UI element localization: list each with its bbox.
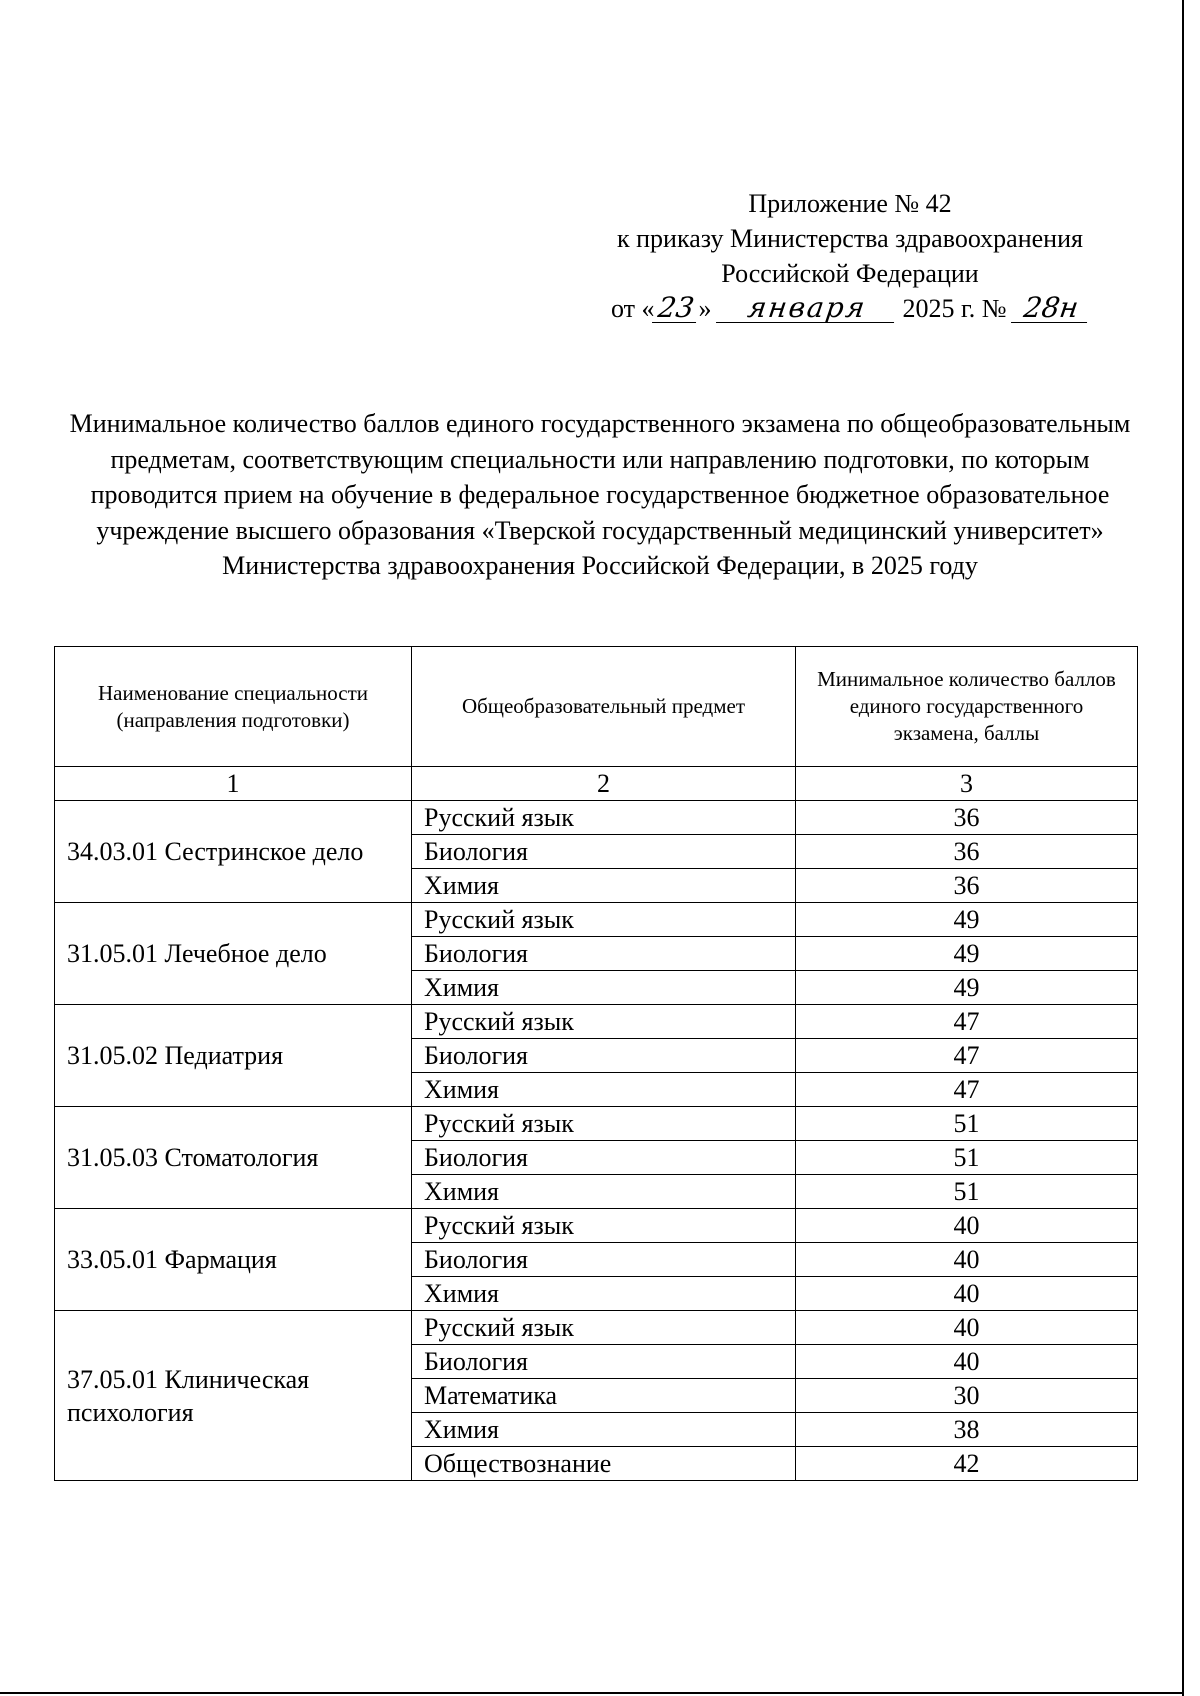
- subject-cell: Биология: [412, 1141, 796, 1175]
- score-cell: 49: [796, 903, 1138, 937]
- page-border-bottom: [0, 1692, 1184, 1694]
- score-cell: 51: [796, 1175, 1138, 1209]
- subject-cell: Обществознание: [412, 1447, 796, 1481]
- score-cell: 49: [796, 937, 1138, 971]
- annex-date-line: [560, 291, 1140, 326]
- subject-cell: Русский язык: [412, 1209, 796, 1243]
- score-cell: 38: [796, 1413, 1138, 1447]
- document-title: Минимальное количество баллов единого государственного экзамена по общеобразовательным предметам, соответствующим специальности или направлению подготовки, по которым проводится прием на обучение в федеральное государственное бюджетное образовательное учреждение высшего образования «Тверской государственный медицинский университет» Министерства здравоохранения Российской Федерации, в 2025 году: [69, 409, 1131, 580]
- subject-cell: Русский язык: [412, 1005, 796, 1039]
- subject-cell: Математика: [412, 1379, 796, 1413]
- page-border-right: [1182, 0, 1184, 1696]
- subject-cell: Химия: [412, 1277, 796, 1311]
- score-cell: 40: [796, 1345, 1138, 1379]
- table-row: [55, 1107, 1138, 1141]
- table-row: [55, 1311, 1138, 1345]
- score-cell: 51: [796, 1107, 1138, 1141]
- subject-cell: Биология: [412, 1243, 796, 1277]
- header-subject: Общеобразовательный предмет: [412, 647, 796, 767]
- subject-cell: Химия: [412, 1175, 796, 1209]
- score-cell: 49: [796, 971, 1138, 1005]
- table-row: [55, 1005, 1138, 1039]
- subject-cell: Русский язык: [412, 903, 796, 937]
- score-cell: 36: [796, 835, 1138, 869]
- subject-cell: Русский язык: [412, 801, 796, 835]
- annex-order-ref: к приказу Министерства здравоохранения: [617, 224, 1083, 253]
- handwritten-month: января: [716, 294, 898, 323]
- annex-ministry: Российской Федерации: [721, 259, 979, 288]
- specialty-cell: 31.05.01 Лечебное дело: [55, 903, 412, 1005]
- score-cell: 42: [796, 1447, 1138, 1481]
- subject-cell: Химия: [412, 1413, 796, 1447]
- date-prefix: от «: [610, 294, 655, 323]
- subject-cell: Русский язык: [412, 1311, 796, 1345]
- table-row: [55, 1209, 1138, 1243]
- column-number: 1: [55, 767, 412, 801]
- score-cell: 40: [796, 1209, 1138, 1243]
- table-header-row: [55, 647, 1138, 767]
- score-cell: 36: [796, 801, 1138, 835]
- scores-table: [54, 646, 1138, 1481]
- date-mid: »: [698, 294, 712, 323]
- score-cell: 36: [796, 869, 1138, 903]
- score-cell: 40: [796, 1311, 1138, 1345]
- handwritten-order-number: 28н: [1011, 294, 1091, 323]
- subject-cell: Химия: [412, 1073, 796, 1107]
- score-cell: 47: [796, 1039, 1138, 1073]
- specialty-cell: 31.05.03 Стоматология: [55, 1107, 412, 1209]
- annex-number: Приложение № 42: [748, 189, 952, 218]
- score-cell: 30: [796, 1379, 1138, 1413]
- table-row: [55, 801, 1138, 835]
- subject-cell: Биология: [412, 835, 796, 869]
- date-year: 2025 г. №: [902, 294, 1007, 323]
- subject-cell: Химия: [412, 971, 796, 1005]
- handwritten-day: 23: [652, 294, 700, 323]
- column-number: 2: [412, 767, 796, 801]
- header-min-score: Минимальное количество баллов единого государственного экзамена, баллы: [796, 647, 1138, 767]
- subject-cell: Биология: [412, 1039, 796, 1073]
- specialty-cell: 33.05.01 Фармация: [55, 1209, 412, 1311]
- specialty-cell: 37.05.01 Клиническая психология: [55, 1311, 412, 1481]
- score-cell: 47: [796, 1073, 1138, 1107]
- subject-cell: Химия: [412, 869, 796, 903]
- annex-header: [560, 186, 1140, 326]
- subject-cell: Биология: [412, 937, 796, 971]
- subject-cell: Биология: [412, 1345, 796, 1379]
- column-number: 3: [796, 767, 1138, 801]
- score-cell: 51: [796, 1141, 1138, 1175]
- header-specialty: Наименование специальности (направления подготовки): [55, 647, 412, 767]
- column-number-row: [55, 767, 1138, 801]
- specialty-cell: 31.05.02 Педиатрия: [55, 1005, 412, 1107]
- subject-cell: Русский язык: [412, 1107, 796, 1141]
- score-cell: 40: [796, 1277, 1138, 1311]
- score-cell: 40: [796, 1243, 1138, 1277]
- table-row: [55, 903, 1138, 937]
- score-cell: 47: [796, 1005, 1138, 1039]
- specialty-cell: 34.03.01 Сестринское дело: [55, 801, 412, 903]
